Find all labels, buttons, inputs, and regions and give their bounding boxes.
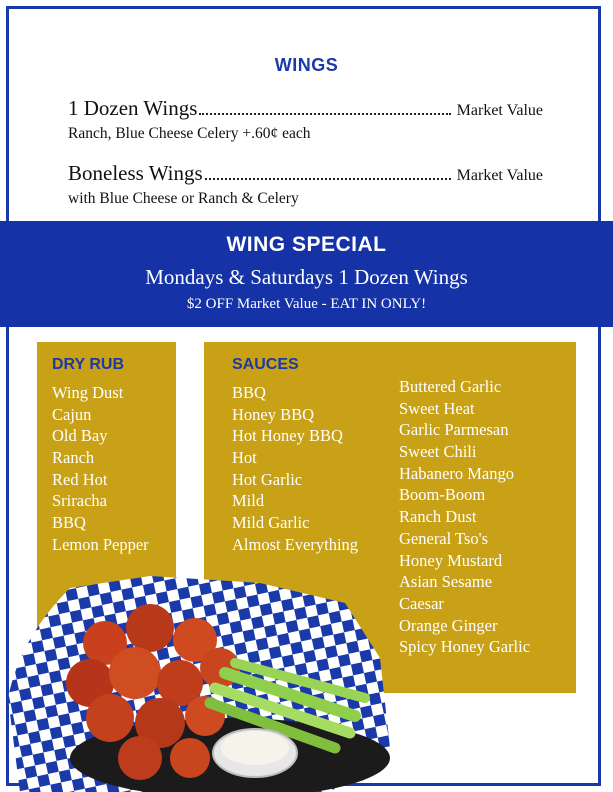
list-item: Cajun [52, 404, 92, 424]
list-item: Garlic Parmesan [399, 420, 509, 440]
special-title: WING SPECIAL [226, 233, 387, 256]
list-item: Orange Ginger [399, 615, 498, 635]
list-item: BBQ [232, 383, 266, 402]
list-item: Hot Honey BBQ [232, 426, 343, 446]
list-item: Mild Garlic [232, 513, 310, 533]
list-item: Caesar [399, 593, 444, 613]
item-name: 1 Dozen Wings [68, 96, 198, 120]
list-item: Buttered Garlic [399, 377, 502, 396]
menu-item-boneless-wings [68, 161, 543, 208]
list-item: Sweet Chili [399, 442, 477, 462]
list-item: Wing Dust [52, 383, 124, 402]
list-item: Ranch Dust [399, 507, 477, 527]
menu-item-dozen-wings [68, 96, 543, 143]
list-item: Red Hot [52, 469, 108, 489]
list-item: Boom-Boom [399, 485, 486, 505]
dry-rub-list [52, 382, 149, 556]
list-item: Sweet Heat [399, 398, 475, 418]
list-item: Lemon Pepper [52, 534, 149, 554]
item-price: Market Value [456, 167, 543, 184]
list-item: Honey Mustard [399, 550, 503, 570]
item-description: with Blue Cheese or Ranch & Celery [68, 190, 299, 207]
list-item: Mild [232, 491, 265, 511]
special-line: Mondays & Saturdays 1 Dozen Wings [145, 265, 468, 289]
item-description: Ranch, Blue Cheese Celery +.60¢ each [68, 125, 311, 142]
list-item: Habanero Mango [399, 463, 515, 483]
leader-dots [205, 178, 451, 180]
list-item: Honey BBQ [232, 404, 315, 424]
sauces-list-left [232, 382, 358, 556]
list-item: Old Bay [52, 426, 108, 446]
wings-basket-photo [0, 548, 420, 792]
list-item: Spicy Honey Garlic [399, 637, 531, 657]
dipping-sauce-cup [213, 729, 297, 777]
wing-special-banner [0, 221, 613, 327]
leader-dots [199, 113, 450, 115]
wings-heading: WINGS [274, 55, 339, 75]
list-item: General Tso's [399, 528, 489, 548]
list-item: Asian Sesame [399, 572, 493, 592]
special-subline: $2 OFF Market Value - EAT IN ONLY! [186, 296, 427, 312]
sauces-title: SAUCES [232, 356, 299, 373]
item-name: Boneless Wings [68, 161, 203, 185]
item-price: Market Value [456, 102, 543, 119]
list-item: Hot Garlic [232, 469, 303, 489]
list-item: Almost Everything [232, 534, 359, 554]
dry-rub-title: DRY RUB [52, 356, 125, 373]
list-item: BBQ [52, 513, 86, 533]
list-item: Ranch [52, 448, 95, 468]
list-item: Sriracha [52, 491, 107, 511]
list-item: Hot [232, 448, 257, 468]
